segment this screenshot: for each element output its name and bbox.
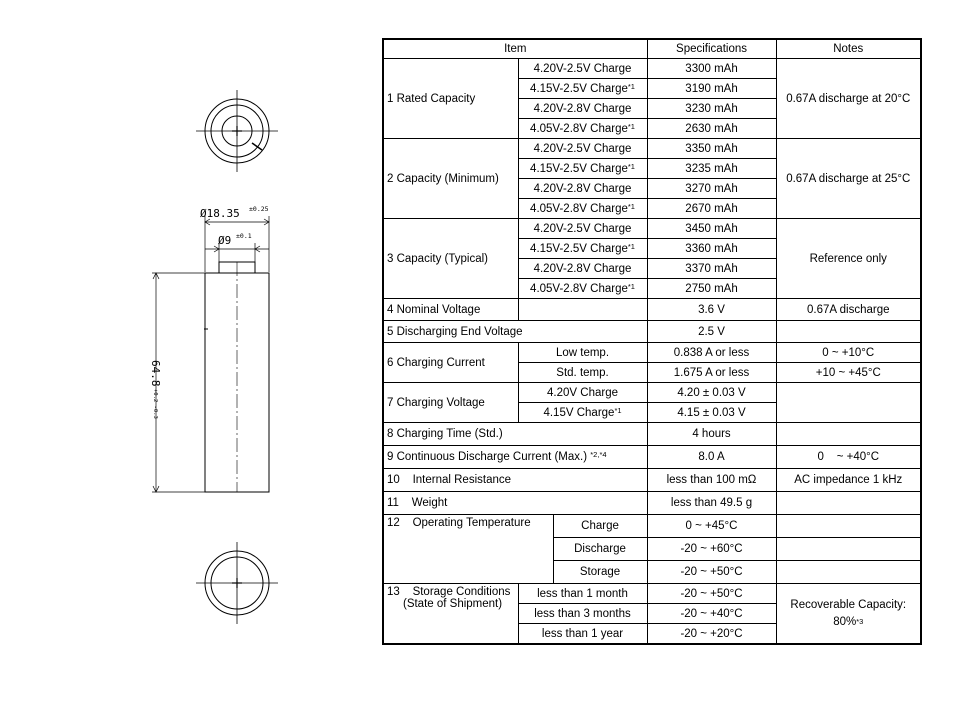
outer-diameter-tolerance: ±0.25	[249, 205, 269, 213]
spec-value: 4.20 ± 0.03 V	[647, 383, 776, 403]
storage-conditions-label: 13 Storage Conditions (State of Shipment)	[383, 584, 518, 645]
condition-cell: 4.15V-2.5V Charge$^{*1}$	[518, 239, 647, 259]
spec-value: 0.838 A or less	[647, 343, 776, 363]
condition-cell: 4.05V-2.8V Charge$^{*1}$	[518, 199, 647, 219]
table-row	[383, 343, 921, 363]
table-row	[383, 383, 921, 403]
note-cell	[776, 492, 921, 515]
table-row	[383, 219, 921, 239]
condition-cell: 4.05V-2.8V Charge$^{*1}$	[518, 119, 647, 139]
minimum-capacity-note: 0.67A discharge at 25°C	[776, 139, 921, 219]
table-row	[383, 584, 921, 604]
condition-cell: 4.20V-2.8V Charge	[518, 259, 647, 279]
spec-value: 4.15 ± 0.03 V	[647, 403, 776, 423]
table-row	[383, 469, 921, 492]
condition-cell: 4.15V-2.5V Charge$^{*1}$	[518, 159, 647, 179]
table-row	[383, 515, 921, 538]
spec-value: 2750 mAh	[647, 279, 776, 299]
spec-value: 3270 mAh	[647, 179, 776, 199]
table-row	[383, 446, 921, 469]
note-cell: AC impedance 1 kHz	[776, 469, 921, 492]
spec-value: 3370 mAh	[647, 259, 776, 279]
condition-cell: Discharge	[553, 538, 647, 561]
charging-time-label: 8 Charging Time (Std.)	[383, 423, 647, 446]
cell-technical-drawing	[0, 0, 380, 720]
condition-cell: 4.20V-2.5V Charge	[518, 219, 647, 239]
rated-capacity-label: 1 Rated Capacity	[383, 59, 518, 139]
spec-value: -20 ~ +60°C	[647, 538, 776, 561]
spec-value: 3350 mAh	[647, 139, 776, 159]
spec-value: -20 ~ +20°C	[647, 624, 776, 645]
header-notes: Notes	[776, 39, 921, 59]
table-row	[383, 59, 921, 79]
note-cell	[776, 538, 921, 561]
specification-table	[382, 38, 922, 645]
discharge-current-label: 9 Continuous Discharge Current (Max.) $^{*2,*4}$	[383, 446, 647, 469]
terminal-diameter-dimension: Ø9	[218, 234, 232, 247]
condition-cell: less than 1 month	[518, 584, 647, 604]
charging-current-label: 6 Charging Current	[383, 343, 518, 383]
condition-cell: Low temp.	[518, 343, 647, 363]
side-view-drawing	[152, 216, 269, 492]
note-cell: +10 ~ +45°C	[776, 363, 921, 383]
note-cell: 0 ~ +10°C	[776, 343, 921, 363]
table-row	[383, 492, 921, 515]
typical-capacity-label: 3 Capacity (Typical)	[383, 219, 518, 299]
condition-cell: 4.20V-2.8V Charge	[518, 179, 647, 199]
note-cell	[776, 321, 921, 343]
bottom-view-drawing	[196, 542, 278, 624]
note-cell	[776, 383, 921, 423]
condition-cell: Std. temp.	[518, 363, 647, 383]
table-row	[383, 139, 921, 159]
note-cell: 0 ~ +40°C	[776, 446, 921, 469]
spec-value: 3450 mAh	[647, 219, 776, 239]
condition-cell: Storage	[553, 561, 647, 584]
header-item: Item	[383, 39, 647, 59]
spec-value: less than 49.5 g	[647, 492, 776, 515]
spec-value: 3300 mAh	[647, 59, 776, 79]
spec-value: less than 100 mΩ	[647, 469, 776, 492]
condition-cell: 4.20V-2.8V Charge	[518, 99, 647, 119]
weight-label: 11 Weight	[383, 492, 647, 515]
spec-value: 8.0 A	[647, 446, 776, 469]
outer-diameter-dimension: Ø18.35	[200, 207, 240, 220]
spec-value: 3360 mAh	[647, 239, 776, 259]
rated-capacity-note: 0.67A discharge at 20°C	[776, 59, 921, 139]
condition-cell: 4.20V Charge	[518, 383, 647, 403]
condition-cell: less than 3 months	[518, 604, 647, 624]
condition-cell: Charge	[553, 515, 647, 538]
charging-voltage-label: 7 Charging Voltage	[383, 383, 518, 423]
condition-cell: less than 1 year	[518, 624, 647, 645]
note-cell	[776, 423, 921, 446]
table-row	[383, 321, 921, 343]
length-tolerance: +0.2 -0.3	[152, 389, 158, 419]
spec-value: -20 ~ +50°C	[647, 561, 776, 584]
discharge-end-voltage-label: 5 Discharging End Voltage	[383, 321, 647, 343]
empty-cell	[518, 299, 647, 321]
table-row	[383, 299, 921, 321]
condition-cell: 4.15V Charge$^{*1}$	[518, 403, 647, 423]
header-specifications: Specifications	[647, 39, 776, 59]
spec-value: 3190 mAh	[647, 79, 776, 99]
spec-value: 3235 mAh	[647, 159, 776, 179]
note-cell: 0.67A discharge	[776, 299, 921, 321]
minimum-capacity-label: 2 Capacity (Minimum)	[383, 139, 518, 219]
operating-temperature-label: 12 Operating Temperature	[383, 515, 553, 584]
spec-value: 2670 mAh	[647, 199, 776, 219]
spec-value: 3230 mAh	[647, 99, 776, 119]
note-cell	[776, 515, 921, 538]
spec-value: -20 ~ +40°C	[647, 604, 776, 624]
spec-value: -20 ~ +50°C	[647, 584, 776, 604]
spec-value: 4 hours	[647, 423, 776, 446]
condition-cell: 4.05V-2.8V Charge$^{*1}$	[518, 279, 647, 299]
internal-resistance-label: 10 Internal Resistance	[383, 469, 647, 492]
condition-cell: 4.20V-2.5V Charge	[518, 59, 647, 79]
terminal-diameter-tolerance: ±0.1	[236, 232, 252, 240]
table-row	[383, 423, 921, 446]
condition-cell: 4.15V-2.5V Charge$^{*1}$	[518, 79, 647, 99]
storage-conditions-note: Recoverable Capacity: 80%$^{*3}$	[776, 584, 921, 645]
spec-value: 1.675 A or less	[647, 363, 776, 383]
typical-capacity-note: Reference only	[776, 219, 921, 299]
spec-value: 2.5 V	[647, 321, 776, 343]
top-view-drawing	[196, 90, 278, 172]
spec-value: 2630 mAh	[647, 119, 776, 139]
length-dimension: 64.8	[149, 360, 162, 387]
table-header-row	[383, 39, 921, 59]
nominal-voltage-label: 4 Nominal Voltage	[383, 299, 518, 321]
spec-value: 0 ~ +45°C	[647, 515, 776, 538]
condition-cell: 4.20V-2.5V Charge	[518, 139, 647, 159]
note-cell	[776, 561, 921, 584]
spec-value: 3.6 V	[647, 299, 776, 321]
